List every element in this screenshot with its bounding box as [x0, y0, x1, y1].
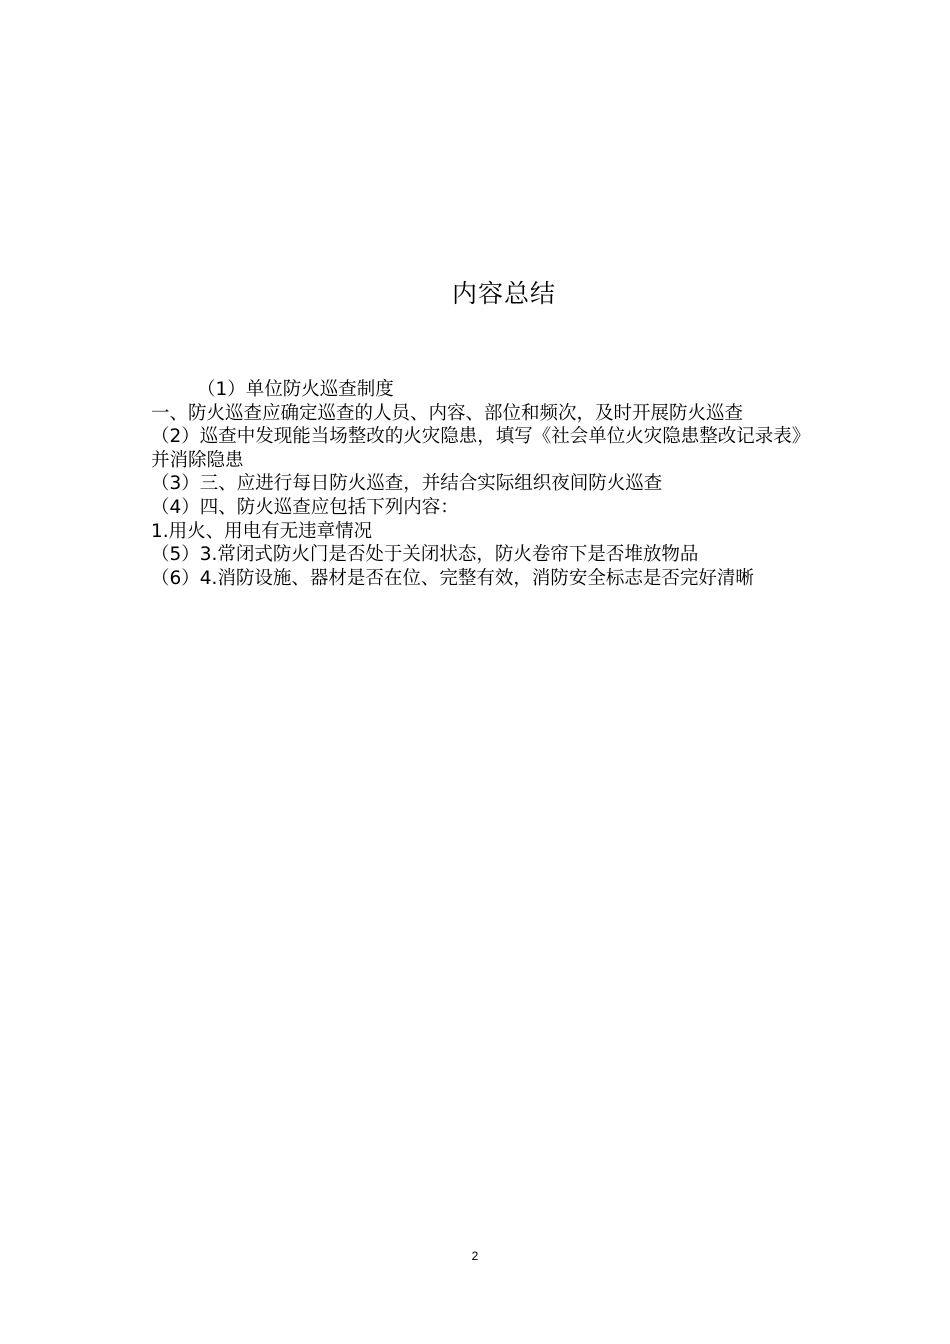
document-body — [151, 378, 806, 590]
paragraph-2: 一、防火巡查应确定巡查的人员、内容、部位和频次，及时开展防火巡查 — [151, 402, 744, 424]
paragraph-3: （2）巡查中发现能当场整改的火灾隐患，填写《社会单位火灾隐患整改记录表》并消除隐患 — [151, 426, 802, 471]
paragraph-5: （4）四、防火巡查应包括下列内容： — [151, 496, 459, 518]
paragraph-1: （1）单位防火巡查制度 — [197, 379, 394, 400]
paragraph-6: 1.用火、用电有无违章情况 — [151, 520, 373, 542]
paragraph-7: （5）3.常闭式防火门是否处于关闭状态，防火卷帘下是否堆放物品 — [151, 544, 699, 566]
paragraph-4: （3）三、应进行每日防火巡查，并结合实际组织夜间防火巡查 — [151, 473, 663, 495]
paragraph-8: （6）4.消防设施、器材是否在位、完整有效，消防安全标志是否完好清晰 — [151, 567, 754, 589]
document-title: 内容总结 — [451, 279, 556, 308]
page-number: 2 — [471, 1249, 479, 1263]
